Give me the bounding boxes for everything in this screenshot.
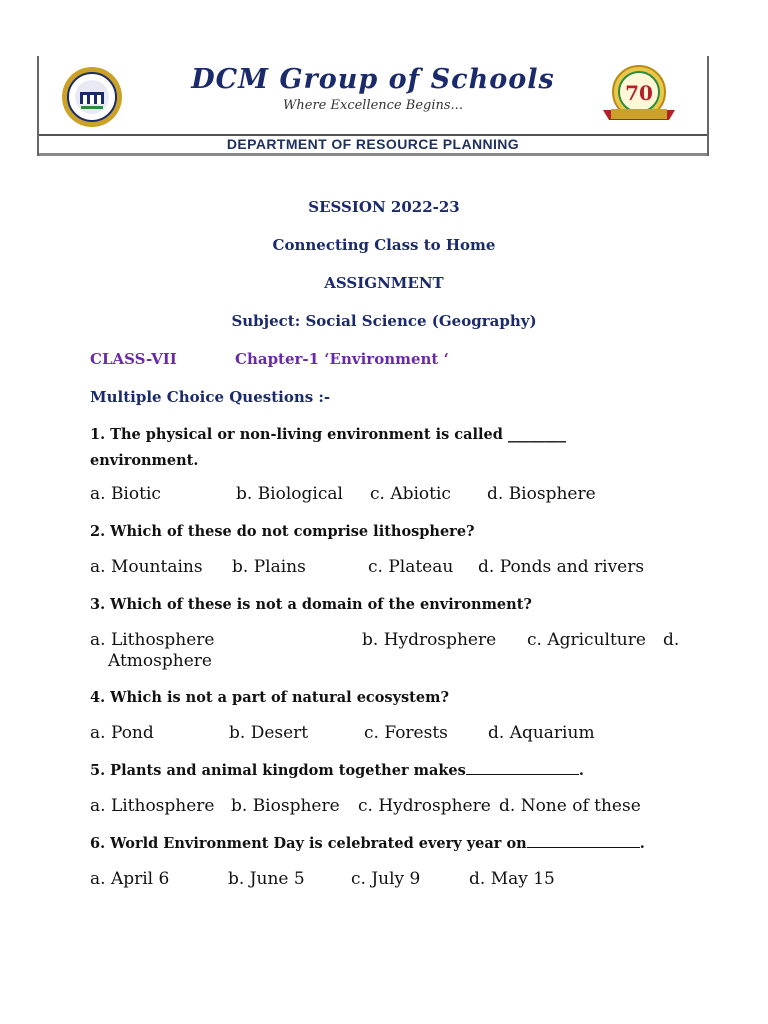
option-a: a. Lithosphere xyxy=(90,796,215,816)
option-b: b. Hydrosphere xyxy=(362,630,497,650)
option-a: a. April 6 xyxy=(90,869,170,889)
school-tagline: Where Excellence Begins... xyxy=(283,98,463,113)
answer-blank xyxy=(527,835,640,848)
option-d: d. None of these xyxy=(499,796,641,816)
question-6-end: . xyxy=(639,835,645,852)
option-c: c. Hydrosphere xyxy=(358,796,491,816)
letterhead-banner xyxy=(39,56,707,136)
option-d: d. Biosphere xyxy=(487,484,596,504)
option-b: b. Desert xyxy=(229,723,309,743)
question-6-options xyxy=(90,869,720,893)
school-name: DCM Group of Schools xyxy=(191,64,555,95)
question-1-cont: environment. xyxy=(90,452,199,469)
session-label: SESSION 2022-23 xyxy=(308,198,460,216)
letterhead xyxy=(37,56,709,156)
question-5-options xyxy=(90,796,720,820)
question-4-options xyxy=(90,723,720,747)
option-d: d. xyxy=(663,630,680,650)
option-c: c. Abiotic xyxy=(370,484,451,504)
program-label: Connecting Class to Home xyxy=(272,236,496,254)
70th-anniversary-seal-icon xyxy=(597,62,681,132)
question-2: 2. Which of these do not comprise lithosphere? xyxy=(90,523,475,540)
option-a: a. Pond xyxy=(90,723,154,743)
option-d: d. Aquarium xyxy=(488,723,595,743)
question-3: 3. Which of these is not a domain of the environment? xyxy=(90,596,532,613)
question-5 xyxy=(90,762,720,779)
question-5-text: 5. Plants and animal kingdom together makes xyxy=(90,762,466,779)
question-6 xyxy=(90,835,720,852)
option-b: b. Biosphere xyxy=(231,796,340,816)
department-bar xyxy=(39,134,707,156)
question-1-text: 1. The physical or non-living environment is called ________ xyxy=(90,426,566,443)
department-name: DEPARTMENT OF RESOURCE PLANNING xyxy=(226,135,520,152)
chapter-label: Chapter-1 ‘Environment ‘ xyxy=(235,350,449,368)
option-a: a. Biotic xyxy=(90,484,161,504)
subject-label: Subject: Social Science (Geography) xyxy=(231,312,537,330)
option-d: d. Ponds and rivers xyxy=(478,557,645,577)
doc-type-label: ASSIGNMENT xyxy=(324,274,444,292)
question-1-options xyxy=(90,484,720,508)
option-a: a. Lithosphere xyxy=(90,630,215,650)
class-label: CLASS-VII xyxy=(90,350,177,368)
option-c: c. Agriculture xyxy=(527,630,646,650)
question-3-options-cont: Atmosphere xyxy=(108,651,212,671)
option-c: c. July 9 xyxy=(351,869,421,889)
option-a: a. Mountains xyxy=(90,557,203,577)
question-2-options xyxy=(90,557,720,581)
option-c: c. Plateau xyxy=(368,557,454,577)
option-b: b. Plains xyxy=(232,557,306,577)
option-d: d. May 15 xyxy=(469,869,555,889)
svg-text:70: 70 xyxy=(625,81,653,105)
option-c: c. Forests xyxy=(364,723,448,743)
question-5-end: . xyxy=(578,762,584,779)
section-title: Multiple Choice Questions :- xyxy=(90,388,331,406)
option-b: b. June 5 xyxy=(228,869,305,889)
question-6-text: 6. World Environment Day is celebrated every year on xyxy=(90,835,527,852)
question-1 xyxy=(90,426,720,443)
question-4: 4. Which is not a part of natural ecosystem? xyxy=(90,689,449,706)
school-crest-icon xyxy=(61,66,123,128)
option-b: b. Biological xyxy=(236,484,343,504)
answer-blank xyxy=(466,762,579,775)
class-info xyxy=(90,350,720,368)
